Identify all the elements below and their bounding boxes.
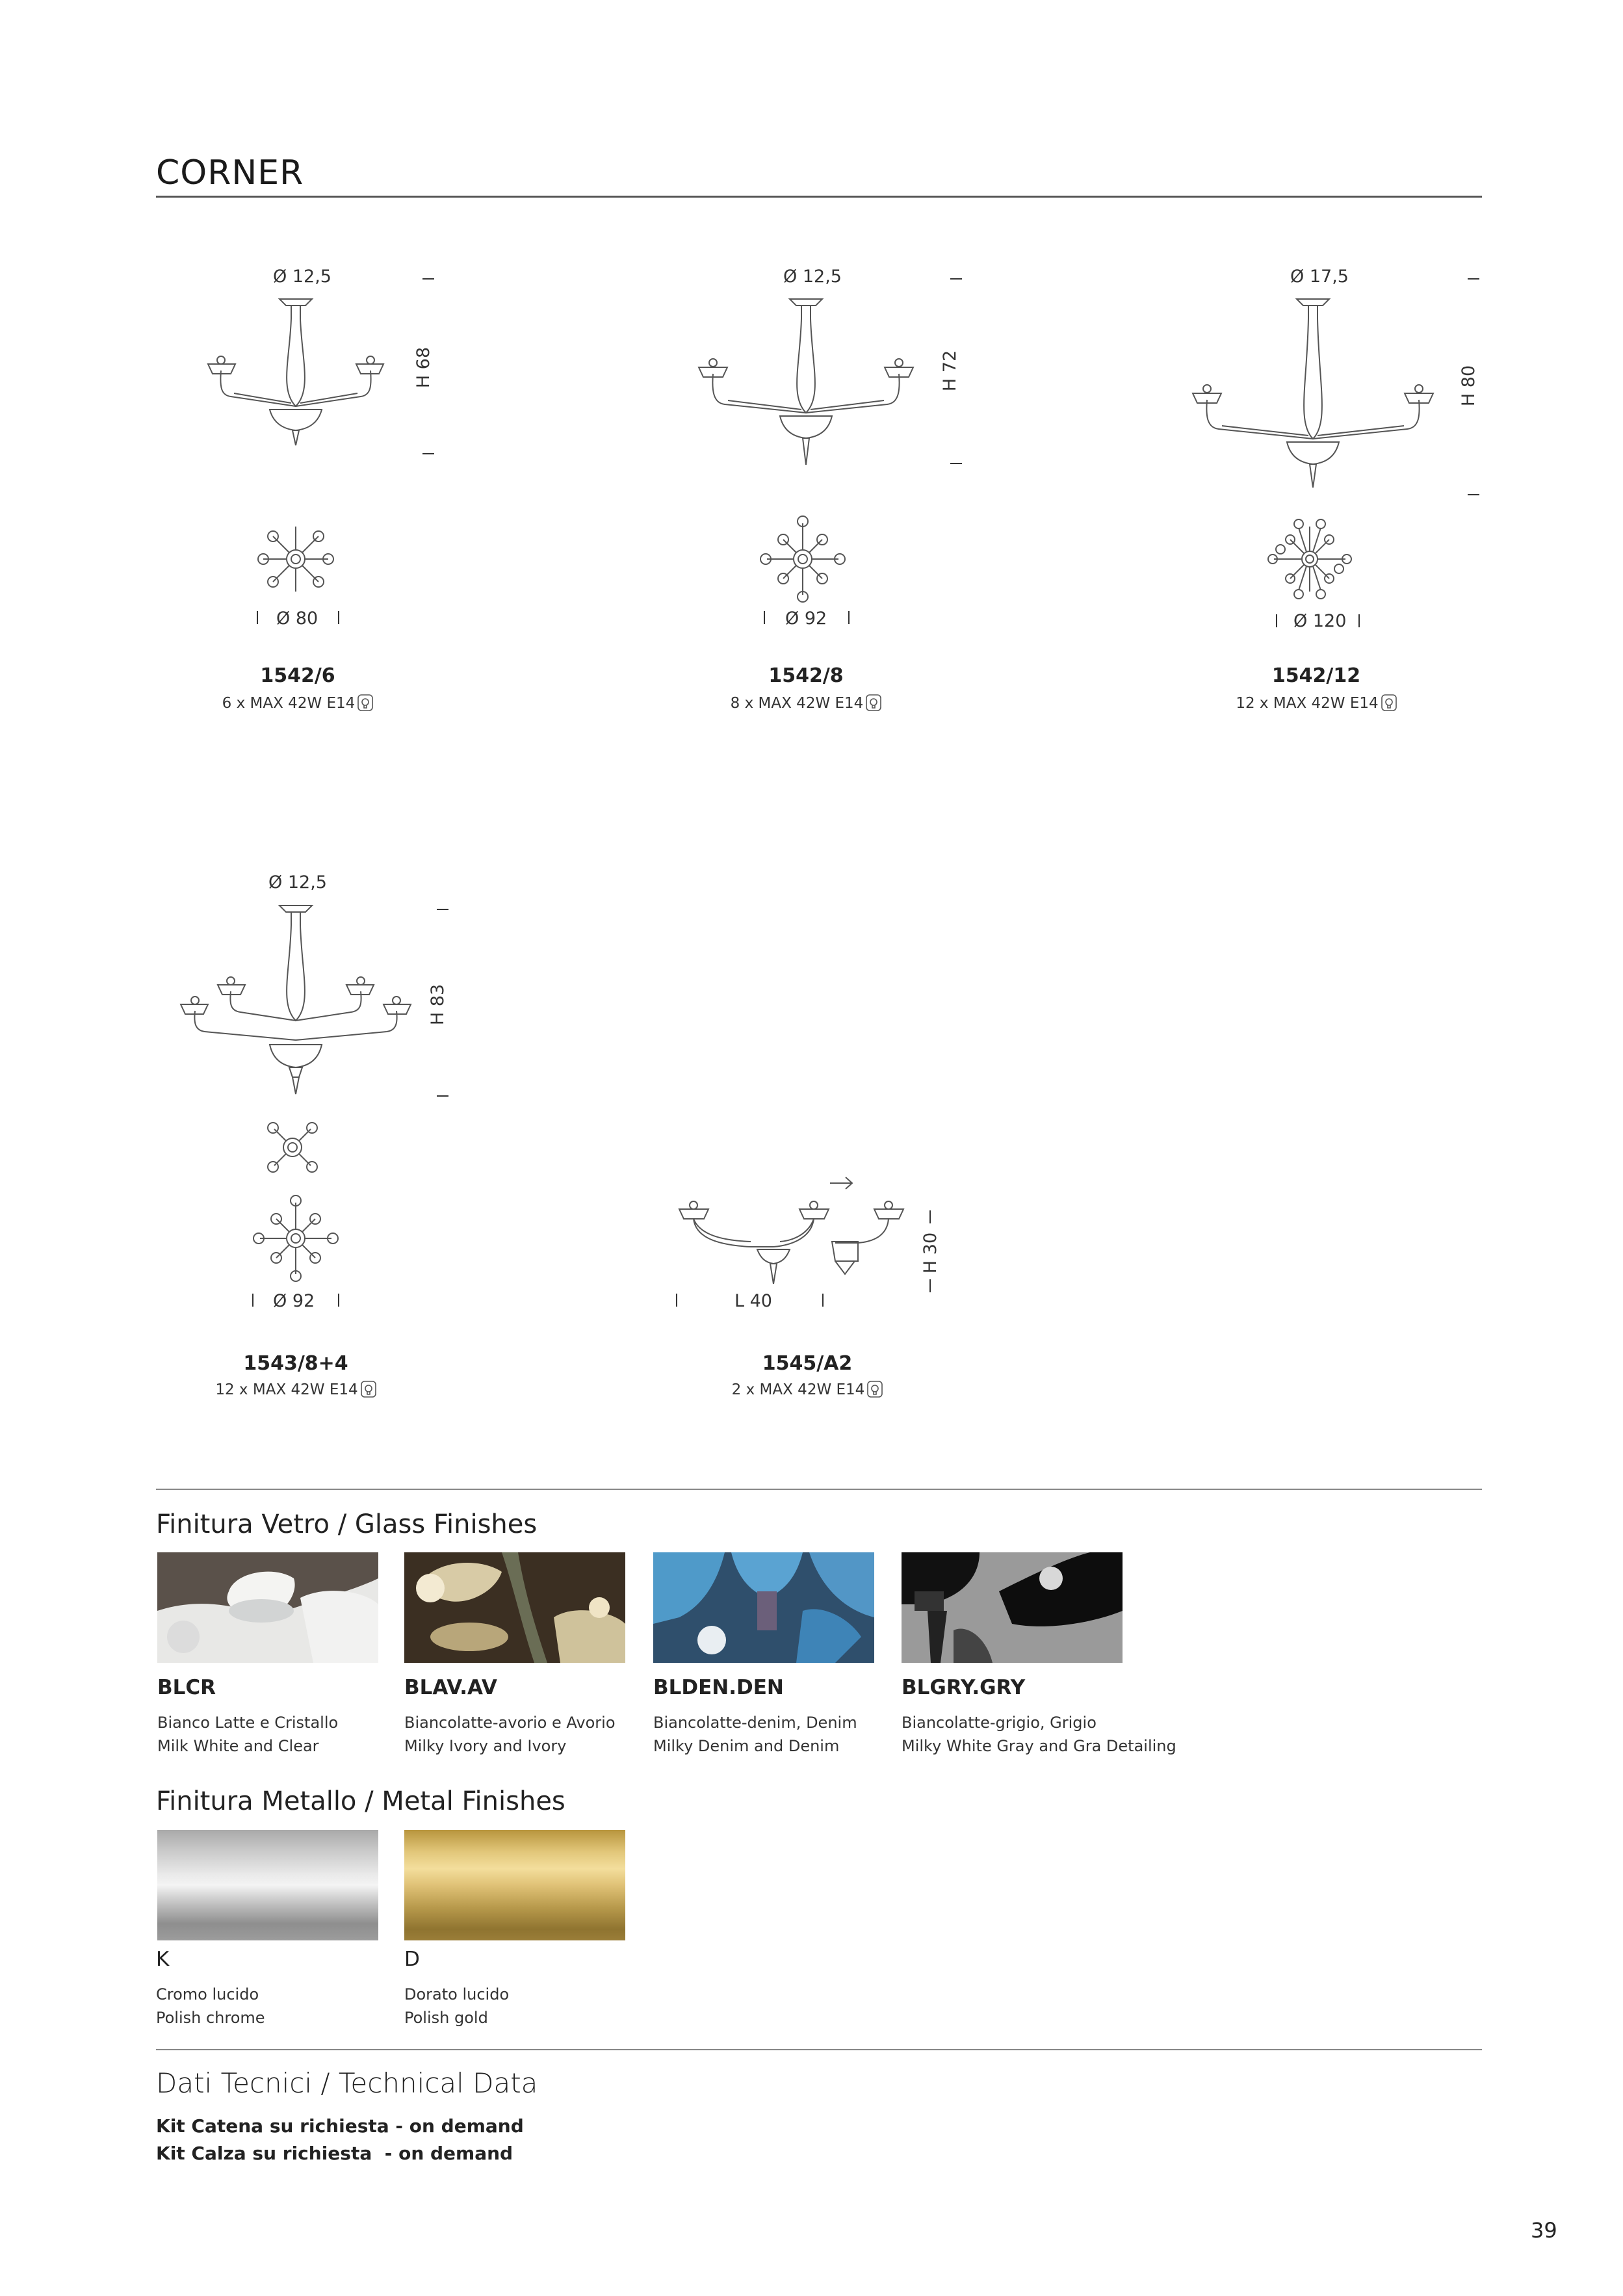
chandelier-side-drawing — [169, 900, 422, 1102]
chandelier-side-drawing — [195, 293, 416, 468]
dim-tick — [437, 909, 448, 910]
chandelier-top-drawing — [754, 514, 851, 605]
glass-desc-en: Milky Denim and Denim — [653, 1737, 840, 1755]
bulb-icon — [357, 694, 373, 711]
glass-desc — [653, 1711, 857, 1758]
dim-tick — [1276, 614, 1277, 627]
product-spec — [1186, 694, 1446, 712]
product-code: 1543/8+4 — [243, 1352, 348, 1375]
glass-desc-it: Biancolatte-denim, Denim — [653, 1714, 857, 1732]
technical-line: Kit Calza su richiesta - on demand — [156, 2143, 513, 2164]
glass-desc — [157, 1711, 338, 1758]
product-code: 1545/A2 — [762, 1352, 853, 1375]
length-label: L 40 — [734, 1291, 772, 1311]
swatch-gold — [404, 1830, 625, 1940]
product-code: 1542/12 — [1271, 664, 1361, 687]
chandelier-side-drawing — [1180, 293, 1453, 501]
dim-tick — [338, 1294, 339, 1307]
bulb-icon — [361, 1381, 376, 1398]
diameter-label: Ø 120 — [1293, 611, 1347, 631]
height-label: H 30 — [920, 1232, 941, 1274]
metal-desc — [404, 1983, 509, 2029]
dim-tick — [1468, 278, 1479, 280]
swatch-chrome — [157, 1830, 378, 1940]
dim-tick — [929, 1279, 931, 1292]
top-diameter-label: Ø 12,5 — [273, 267, 331, 287]
glass-finishes-heading: Finitura Vetro / Glass Finishes — [156, 1509, 538, 1539]
glass-desc-en: Milk White and Clear — [157, 1737, 319, 1755]
arrow-right-icon — [829, 1173, 855, 1193]
spec-text: 12 x MAX 42W E14 — [1236, 695, 1379, 712]
swatch-blav-av-image — [404, 1552, 625, 1663]
glass-code: BLCR — [157, 1676, 216, 1699]
technical-line: Kit Catena su richiesta - on demand — [156, 2115, 524, 2137]
swatch-blgry-gry-image — [902, 1552, 1123, 1663]
spec-text: 6 x MAX 42W E14 — [222, 695, 356, 712]
dim-tick — [950, 278, 962, 280]
chandelier-upper-tier-top-drawing — [260, 1115, 325, 1180]
product-spec — [677, 1381, 937, 1398]
metal-code: D — [404, 1948, 420, 1971]
product-spec — [168, 694, 428, 712]
metal-desc-en: Polish chrome — [156, 2009, 265, 2027]
metal-code: K — [156, 1948, 170, 1971]
height-label: H 68 — [413, 346, 434, 389]
wall-lamp-drawing — [673, 1196, 913, 1294]
dim-tick — [764, 611, 765, 624]
spec-text: 12 x MAX 42W E14 — [215, 1381, 358, 1398]
dim-tick — [422, 278, 434, 280]
top-diameter-label: Ø 12,5 — [783, 267, 842, 287]
technical-data-heading: Dati Tecnici / Technical Data — [156, 2067, 538, 2099]
top-diameter-label: Ø 12,5 — [268, 872, 327, 893]
dim-tick — [1358, 614, 1360, 627]
dim-tick — [338, 611, 339, 624]
swatch-blgry-gry — [902, 1552, 1123, 1663]
metal-desc — [156, 1983, 265, 2029]
height-label: H 80 — [1459, 365, 1479, 407]
swatch-blden-den — [653, 1552, 874, 1663]
top-diameter-label: Ø 17,5 — [1290, 267, 1349, 287]
metal-finishes-heading: Finitura Metallo / Metal Finishes — [156, 1786, 565, 1816]
swatch-blcr-image — [157, 1552, 378, 1663]
product-code: 1542/6 — [260, 664, 335, 687]
glass-code: BLDEN.DEN — [653, 1676, 784, 1699]
swatch-blden-den-image — [653, 1552, 874, 1663]
page-number: 39 — [1531, 2218, 1557, 2243]
glass-desc-it: Biancolatte-avorio e Avorio — [404, 1714, 616, 1732]
section-divider — [156, 2049, 1482, 2050]
dim-tick — [437, 1095, 448, 1097]
dim-tick — [929, 1210, 931, 1223]
dim-tick — [822, 1294, 824, 1307]
glass-code: BLAV.AV — [404, 1676, 497, 1699]
glass-desc-it: Biancolatte-grigio, Grigio — [902, 1714, 1097, 1732]
spec-text: 2 x MAX 42W E14 — [731, 1381, 865, 1398]
dim-tick — [257, 611, 258, 624]
metal-desc-it: Cromo lucido — [156, 1985, 259, 2003]
diameter-label: Ø 92 — [273, 1291, 315, 1311]
bulb-icon — [1381, 694, 1397, 711]
glass-desc-en: Milky Ivory and Ivory — [404, 1737, 567, 1755]
glass-desc — [902, 1711, 1176, 1758]
title-rule — [156, 196, 1482, 198]
section-divider — [156, 1489, 1482, 1490]
glass-desc — [404, 1711, 616, 1758]
spec-text: 8 x MAX 42W E14 — [730, 695, 864, 712]
metal-desc-en: Polish gold — [404, 2009, 488, 2027]
glass-code: BLGRY.GRY — [902, 1676, 1026, 1699]
swatch-blav-av — [404, 1552, 625, 1663]
glass-desc-en: Milky White Gray and Gra Detailing — [902, 1737, 1176, 1755]
chandelier-top-drawing — [1261, 514, 1358, 605]
dim-tick — [848, 611, 850, 624]
product-spec — [166, 1381, 426, 1398]
dim-tick — [252, 1294, 253, 1307]
glass-desc-it: Bianco Latte e Cristallo — [157, 1714, 339, 1732]
dim-tick — [676, 1294, 677, 1307]
chandelier-top-drawing — [250, 514, 341, 605]
metal-desc-it: Dorato lucido — [404, 1985, 510, 2003]
diameter-label: Ø 92 — [785, 608, 827, 629]
height-label: H 83 — [428, 984, 448, 1026]
chandelier-lower-tier-top-drawing — [247, 1193, 344, 1284]
height-label: H 72 — [940, 350, 961, 392]
dim-tick — [1468, 494, 1479, 495]
dim-tick — [950, 463, 962, 464]
chandelier-side-drawing — [686, 293, 933, 475]
page-title: CORNER — [156, 153, 304, 192]
swatch-blcr — [157, 1552, 378, 1663]
product-spec — [676, 694, 936, 712]
dim-tick — [422, 453, 434, 454]
product-code: 1542/8 — [768, 664, 844, 687]
diameter-label: Ø 80 — [276, 608, 318, 629]
bulb-icon — [867, 1381, 883, 1398]
bulb-icon — [866, 694, 881, 711]
